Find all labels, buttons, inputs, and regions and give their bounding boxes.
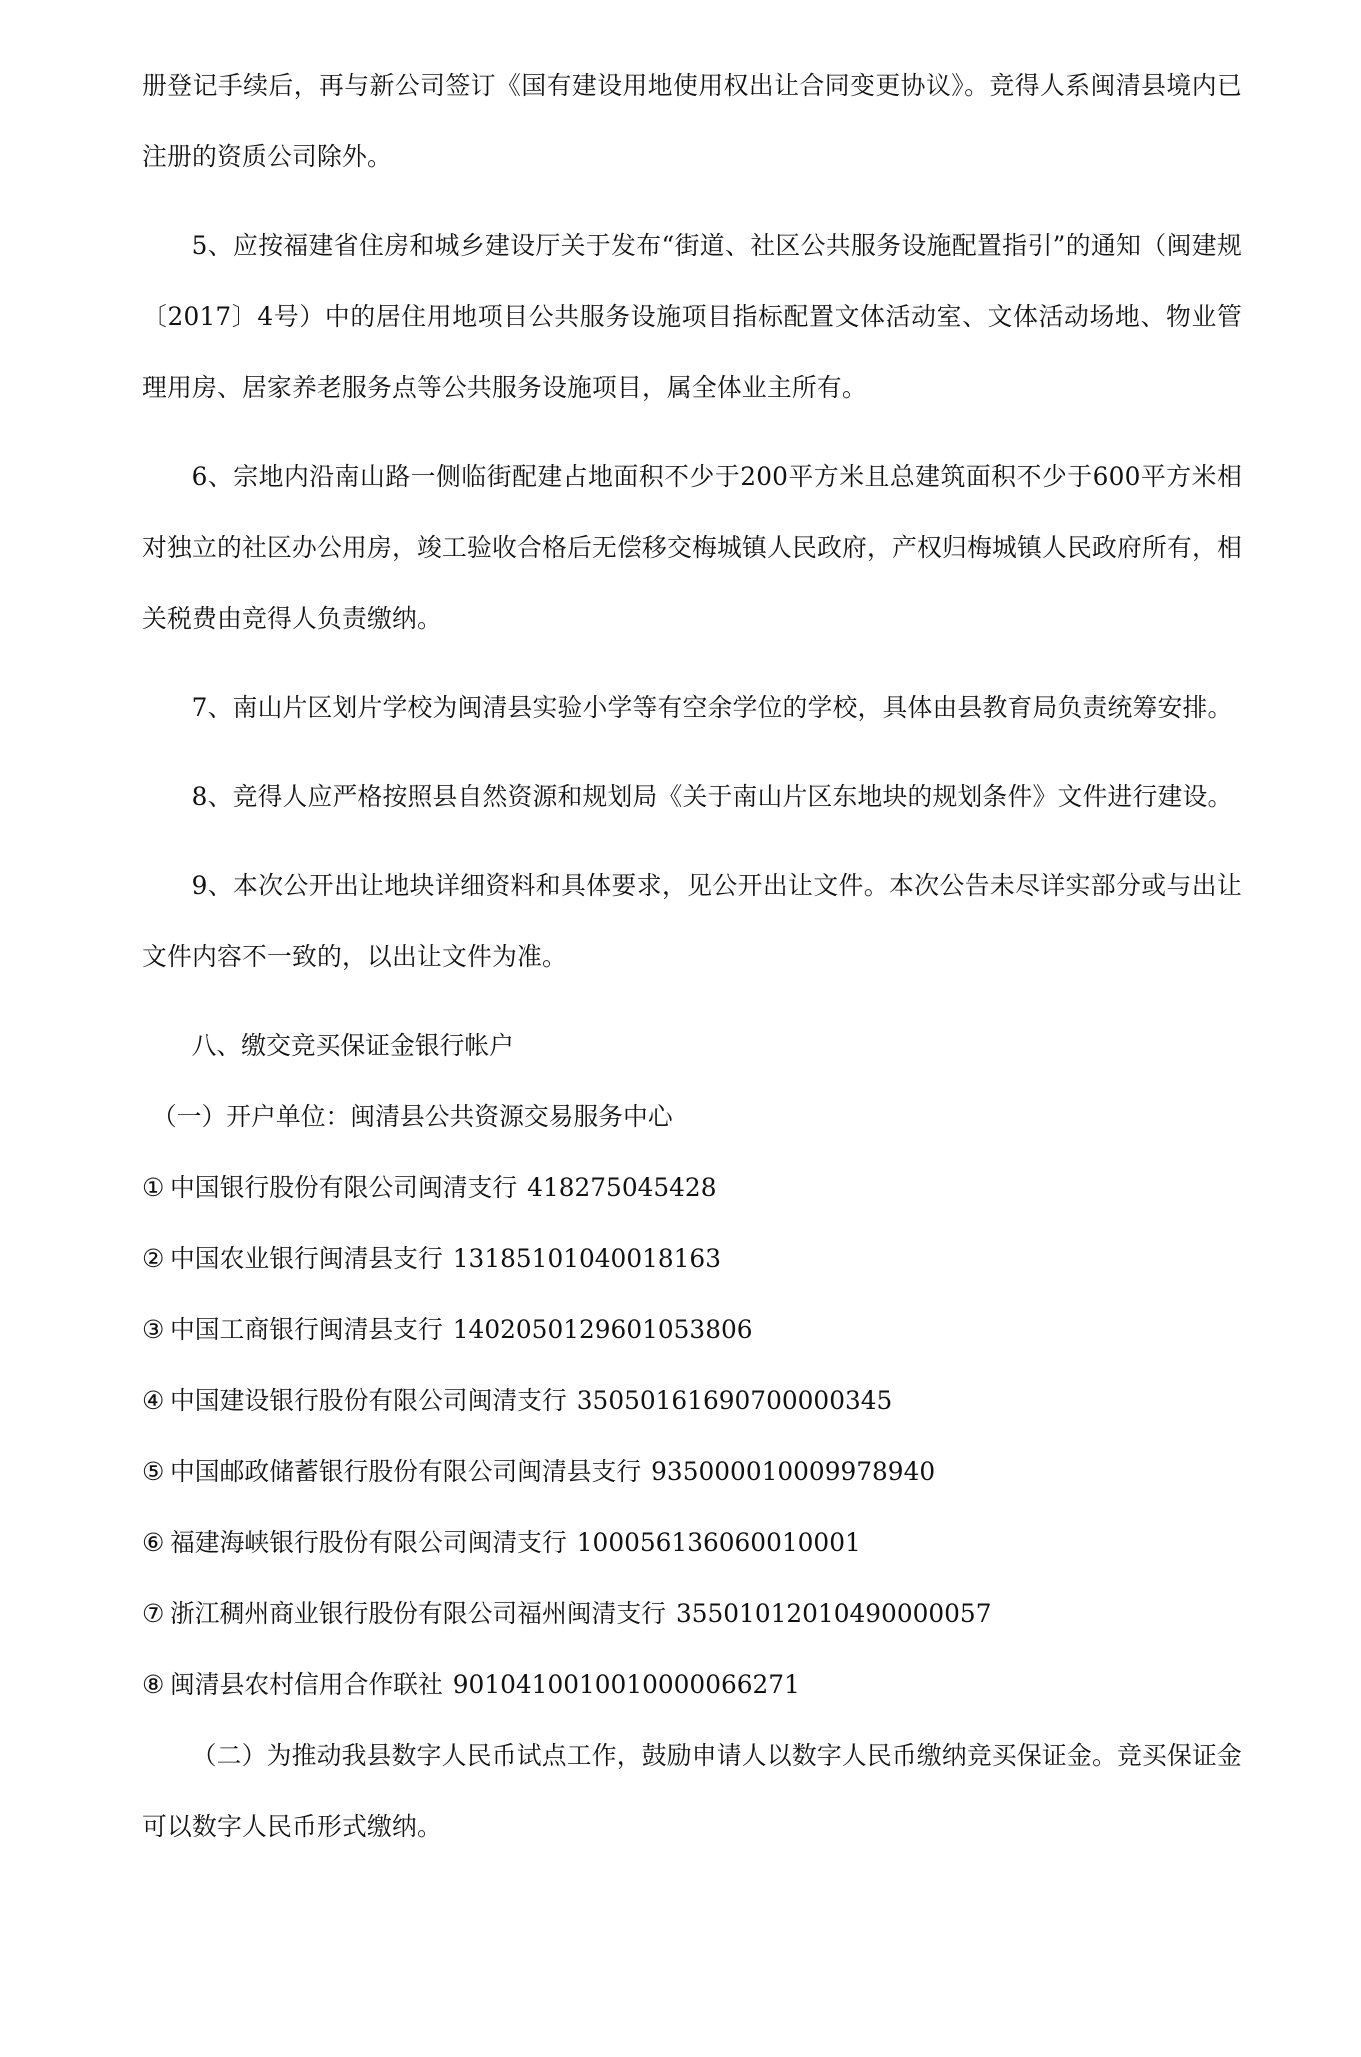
paragraph-item-8: 8、竞得人应严格按照县自然资源和规划局《关于南山片区东地块的规划条件》文件进行建设。 [191, 782, 1233, 811]
bank-account-item [142, 1152, 1242, 1223]
bank-account-item [142, 1436, 1242, 1507]
paragraph-continuation: 册登记手续后，再与新公司签订《国有建设用地使用权出让合同变更协议》。竞得人系闽清县境内已注册的资质公司除外。 [142, 71, 1242, 171]
account-number: 9010410010010000066271 [452, 1670, 800, 1699]
bank-account-item [142, 1578, 1242, 1649]
account-number: 100056136060010001 [576, 1528, 861, 1557]
account-number: 418275045428 [527, 1173, 717, 1202]
section-heading: 八、缴交竞买保证金银行帐户 [191, 1031, 514, 1060]
account-holder: （一）开户单位：闽清县公共资源交易服务中心 [151, 1102, 673, 1131]
digital-rmb-note: （二）为推动我县数字人民币试点工作，鼓励申请人以数字人民币缴纳竞买保证金。竞买保证金可以数字人民币形式缴纳。 [142, 1741, 1242, 1841]
item-marker: ⑤ [142, 1457, 165, 1486]
paragraph-item-7: 7、南山片区划片学校为闽清县实验小学等有空余学位的学校，具体由县教育局负责统筹安排。 [191, 693, 1233, 722]
bank-name: 中国银行股份有限公司闽清支行 [170, 1173, 518, 1202]
item-marker: ① [142, 1173, 165, 1202]
bank-name: 中国建设银行股份有限公司闽清支行 [170, 1386, 567, 1415]
item-marker: ④ [142, 1386, 165, 1415]
bank-account-list [142, 1152, 1242, 1720]
bank-account-item [142, 1365, 1242, 1436]
item-marker: ② [142, 1244, 165, 1273]
item-marker: ⑦ [142, 1599, 165, 1628]
paragraph-item-5: 5、应按福建省住房和城乡建设厅关于发布“街道、社区公共服务设施配置指引”的通知（闽建规〔2017〕4号）中的居住用地项目公共服务设施项目指标配置文体活动室、文体活动场地、物业管理用房、居家养老服务点等公共服务设施项目，属全体业主所有。 [142, 231, 1242, 402]
item-marker: ③ [142, 1315, 165, 1344]
bank-account-item [142, 1507, 1242, 1578]
account-number: 35050161690700000345 [576, 1386, 893, 1415]
bank-name: 福建海峡银行股份有限公司闽清支行 [170, 1528, 567, 1557]
document-body [142, 50, 1242, 1880]
bank-account-item [142, 1294, 1242, 1365]
item-marker: ⑧ [142, 1670, 165, 1699]
paragraph-item-9: 9、本次公开出让地块详细资料和具体要求，见公开出让文件。本次公告未尽详实部分或与出让文件内容不一致的，以出让文件为准。 [142, 871, 1242, 971]
account-number: 935000010009978940 [651, 1457, 936, 1486]
account-number: 35501012010490000057 [675, 1599, 992, 1628]
bank-account-item [142, 1649, 1242, 1720]
bank-name: 中国邮政储蓄银行股份有限公司闽清县支行 [170, 1457, 642, 1486]
bank-name: 浙江稠州商业银行股份有限公司福州闽清支行 [170, 1599, 666, 1628]
bank-account-item [142, 1223, 1242, 1294]
bank-name: 闽清县农村信用合作联社 [170, 1670, 443, 1699]
bank-name: 中国工商银行闽清县支行 [170, 1315, 443, 1344]
bank-name: 中国农业银行闽清县支行 [170, 1244, 443, 1273]
account-number: 13185101040018163 [452, 1244, 721, 1273]
paragraph-item-6: 6、宗地内沿南山路一侧临街配建占地面积不少于200平方米且总建筑面积不少于600平方米相对独立的社区办公用房，竣工验收合格后无偿移交梅城镇人民政府，产权归梅城镇人民政府所有，相关税费由竞得人负责缴纳。 [142, 462, 1242, 633]
item-marker: ⑥ [142, 1528, 165, 1557]
account-number: 1402050129601053806 [452, 1315, 753, 1344]
